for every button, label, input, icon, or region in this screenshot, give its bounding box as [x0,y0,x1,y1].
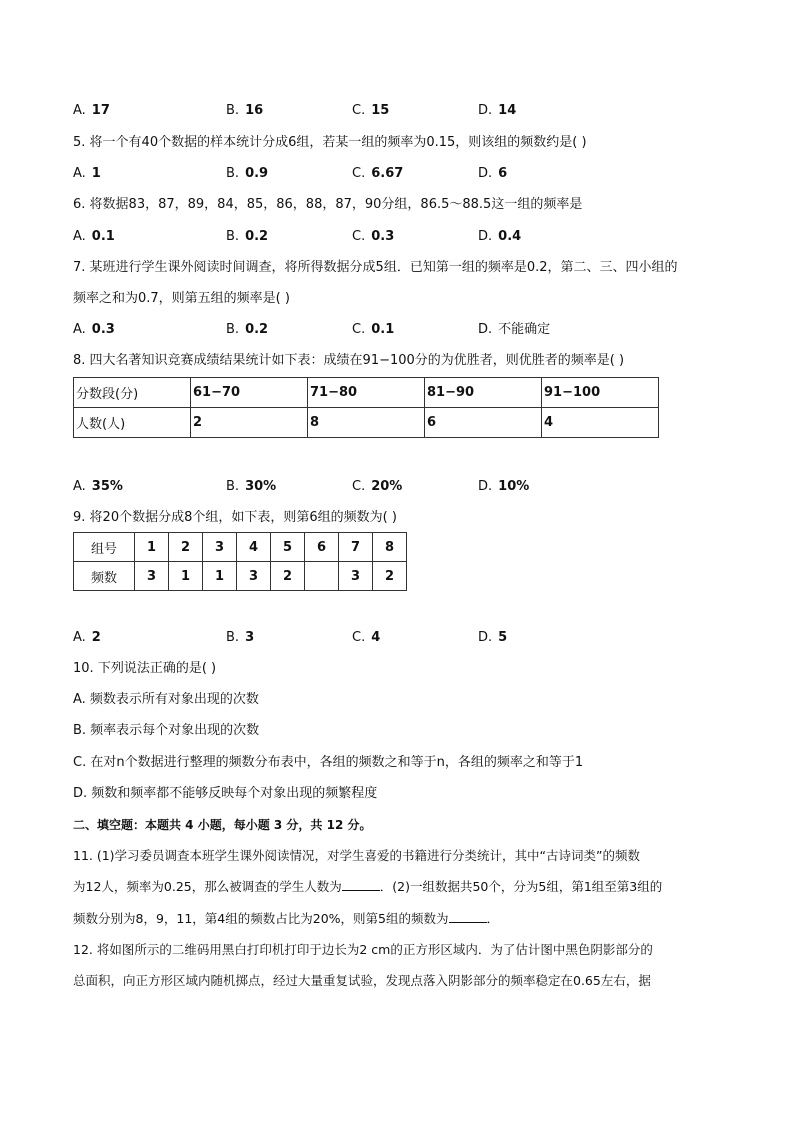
q8-option-d[interactable]: D. 10% [478,479,530,494]
table-row [74,378,659,408]
q10-option-a[interactable]: A. 频数表示所有对象出现的次数 [73,692,259,707]
q7-options [73,321,713,339]
q6-stem: 6. 将数据83，87，89，84，85，86，88，87，90分组，86.5～88.5这一组的频率是 [73,197,583,212]
answer-blank-2[interactable] [449,910,487,923]
q8-stem: 8. 四大名著知识竞赛成绩结果统计如下表：成绩在91−100分的为优胜者，则优胜者的频率是( ) [73,353,625,368]
q4-option-b[interactable]: B. 16 [226,103,264,118]
q11-line2: 为12人，频率为0.25，那么被调查的学生人数为 ．(2)一组数据共50个，分为5组，第1组至第3组的 [73,879,663,894]
q4-options [73,102,713,120]
q6-option-c[interactable]: C. 0.3 [352,229,395,244]
q12-line2: 总面积，向正方形区域内随机掷点，经过大量重复试验，发现点落入阴影部分的频率稳定在0.65左右，据 [73,973,651,988]
q9-option-c[interactable]: C. 4 [352,630,381,645]
table-cell: 人数(人) [74,408,191,438]
table-cell: 频数 [74,562,135,591]
table-cell [305,562,339,591]
q7-stem-line2: 频率之和为0.7，则第五组的频率是( ) [73,291,290,306]
table-cell: 2 [169,533,203,562]
table-row [74,562,407,591]
q9-option-b[interactable]: B. 3 [226,630,255,645]
q6-options [73,228,713,246]
table-cell: 8 [308,408,425,438]
q5-option-a[interactable]: A. 1 [73,166,101,181]
q5-options [73,165,713,183]
table-cell: 3 [237,562,271,591]
table-cell: 分数段(分) [74,378,191,408]
table-cell: 1 [169,562,203,591]
table-cell: 61−70 [191,378,308,408]
q7-option-b[interactable]: B. 0.2 [226,322,269,337]
q8-option-c[interactable]: C. 20% [352,479,403,494]
q6-option-d[interactable]: D. 0.4 [478,229,522,244]
table-cell: 2 [271,562,305,591]
table-cell: 71−80 [308,378,425,408]
q4-option-c[interactable]: C. 15 [352,103,390,118]
table-cell: 6 [425,408,542,438]
q5-option-d[interactable]: D. 6 [478,166,508,181]
q12-line1: 12. 将如图所示的二维码用黑白打印机打印于边长为2 cm的正方形区域内．为了估计图中黑色阴影部分的 [73,942,653,957]
table-cell: 组号 [74,533,135,562]
q8-options [73,478,713,496]
q4-option-a[interactable]: A. 17 [73,103,110,118]
table-cell: 4 [542,408,659,438]
table-cell: 2 [373,562,407,591]
table-cell: 7 [339,533,373,562]
table-cell: 6 [305,533,339,562]
table-cell: 8 [373,533,407,562]
table-row [74,533,407,562]
table-cell: 81−90 [425,378,542,408]
table-cell: 3 [135,562,169,591]
q7-option-d[interactable]: D. 不能确定 [478,322,551,337]
table-row [74,408,659,438]
table-cell: 5 [271,533,305,562]
q9-option-a[interactable]: A. 2 [73,630,101,645]
q6-option-b[interactable]: B. 0.2 [226,229,269,244]
q7-stem-line1: 7. 某班进行学生课外阅读时间调查，将所得数据分成5组．已知第一组的频率是0.2，第二、三、四小组的 [73,260,678,275]
section-heading-fill-in: 二、填空题：本题共 4 小题，每小题 3 分，共 12 分。 [73,818,372,832]
answer-blank-1[interactable] [342,878,380,891]
q9-option-d[interactable]: D. 5 [478,630,508,645]
q7-option-a[interactable]: A. 0.3 [73,322,115,337]
table-cell: 2 [191,408,308,438]
q9-group-table [73,532,407,591]
q5-option-b[interactable]: B. 0.9 [226,166,269,181]
q7-option-c[interactable]: C. 0.1 [352,322,395,337]
q11-line1: 11. (1)学习委员调查本班学生课外阅读情况，对学生喜爱的书籍进行分类统计，其中“古诗词类”的频数 [73,848,641,863]
table-cell: 1 [135,533,169,562]
q10-option-d[interactable]: D. 频数和频率都不能够反映每个对象出现的频繁程度 [73,786,378,801]
q4-option-d[interactable]: D. 14 [478,103,517,118]
q5-stem: 5. 将一个有40个数据的样本统计分成6组，若某一组的频率为0.15，则该组的频数约是( ) [73,135,587,150]
q5-option-c[interactable]: C. 6.67 [352,166,404,181]
table-cell: 91−100 [542,378,659,408]
q10-option-b[interactable]: B. 频率表示每个对象出现的次数 [73,723,260,738]
q10-stem: 10. 下列说法正确的是( ) [73,661,217,676]
q10-option-c[interactable]: C. 在对n个数据进行整理的频数分布表中，各组的频数之和等于n，各组的频率之和等于1 [73,755,584,770]
q9-options [73,629,713,647]
q11-line3: 频数分别为8，9，11，第4组的频数占比为20%，则第5组的频数为 ． [73,911,500,926]
q9-stem: 9. 将20个数据分成8个组，如下表，则第6组的频数为( ) [73,510,397,525]
table-cell: 4 [237,533,271,562]
q6-option-a[interactable]: A. 0.1 [73,229,115,244]
q8-option-a[interactable]: A. 35% [73,479,123,494]
q8-score-table [73,377,659,438]
table-cell: 1 [203,562,237,591]
q8-option-b[interactable]: B. 30% [226,479,277,494]
table-cell: 3 [203,533,237,562]
table-cell: 3 [339,562,373,591]
